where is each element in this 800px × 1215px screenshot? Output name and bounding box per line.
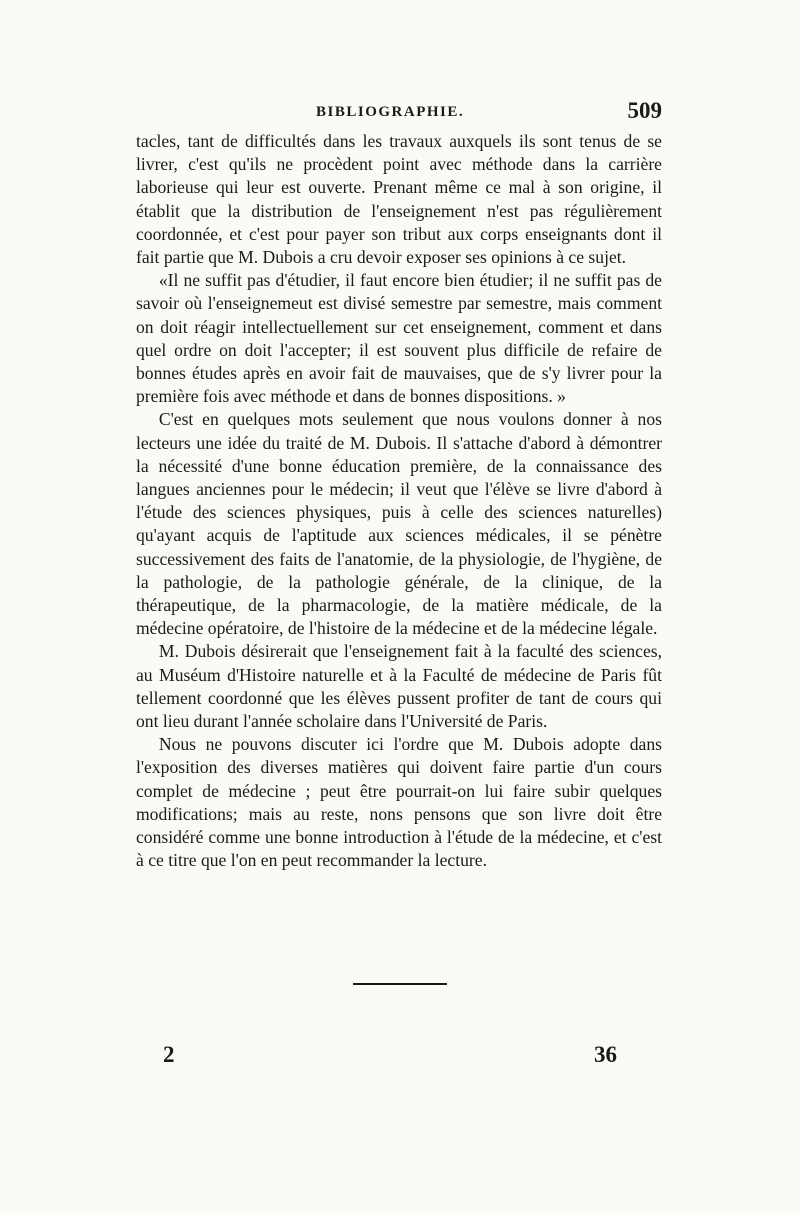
page-number: 509 (627, 98, 662, 123)
paragraph-quotation: «Il ne suffit pas d'étudier, il faut encore bien étudier; il ne suffit pas de savoir où l'enseignemeut est divisé semestre par semestre, mais comment on doit réagir intellectuellement sur cet enseignement, comment et dans quel ordre on doit l'accepter; il est souvent plus difficile de refaire de bonnes études après en avoir fait de mauvaises, que de s'y livrer pour la première fois avec méthode et dans de bonnes dispositions. » (136, 270, 662, 407)
paragraph-conclusion: Nous ne pouvons discuter ici l'ordre que M. Dubois adopte dans l'exposition des diverses matières qui doivent faire partie d'un cours complet de médecine ; peut être pourrait-on lui faire subir quelques modifications; mais au reste, nons pensons que son livre doit être considéré comme une bonne introduction à l'étude de la médecine, et c'est à ce titre que l'on en peut recommander la lecture. (136, 734, 662, 871)
running-head (136, 100, 662, 130)
signature-mark: 2 (163, 1042, 175, 1067)
sheet-number: 36 (594, 1042, 617, 1067)
paragraph-coordination: M. Dubois désirerait que l'enseignement fait à la faculté des sciences, au Muséum d'Histoire naturelle et à la Faculté de médecine de Paris fût tellement coordonné que les élèves pussent profiter de tant de cours qui ont lieu durant l'année scholaire dans l'Université de Paris. (136, 641, 662, 732)
paragraph-continuation: tacles, tant de difficultés dans les travaux auxquels ils sont tenus de se livrer, c'est qu'ils ne procèdent point avec méthode dans la carrière laborieuse qui leur est ouverte. Prenant même ce mal à son origine, il établit que la distribution de l'enseignement n'est pas régulièrement coordonnée, et c'est pour payer son tribut aux corps enseignants dont il fait partie que M. Dubois a cru devoir exposer ses opinions à ce sujet. (136, 131, 662, 268)
paragraph-summary: C'est en quelques mots seulement que nous voulons donner à nos lecteurs une idée du traité de M. Dubois. Il s'attache d'abord à démontrer la nécessité d'une bonne éducation première, de la connaissance des langues anciennes pour le médecin; il veut que l'élève se livre d'abord à l'étude des sciences physiques, puis à celle des sciences naturelles) qu'ayant acquis de l'aptitude aux sciences médicales, il se pénètre successivement des faits de l'anatomie, de la physiologie, de l'hygiène, de la pathologie, de la pathologie générale, de la clinique, de la thérapeutique, de la pharmacologie, de la matière médicale, de la médecine opératoire, de l'histoire de la médecine et de la médecine légale. (136, 409, 662, 639)
body-text (136, 130, 662, 873)
running-title: BIBLIOGRAPHIE. (316, 104, 465, 120)
section-rule (353, 983, 447, 985)
